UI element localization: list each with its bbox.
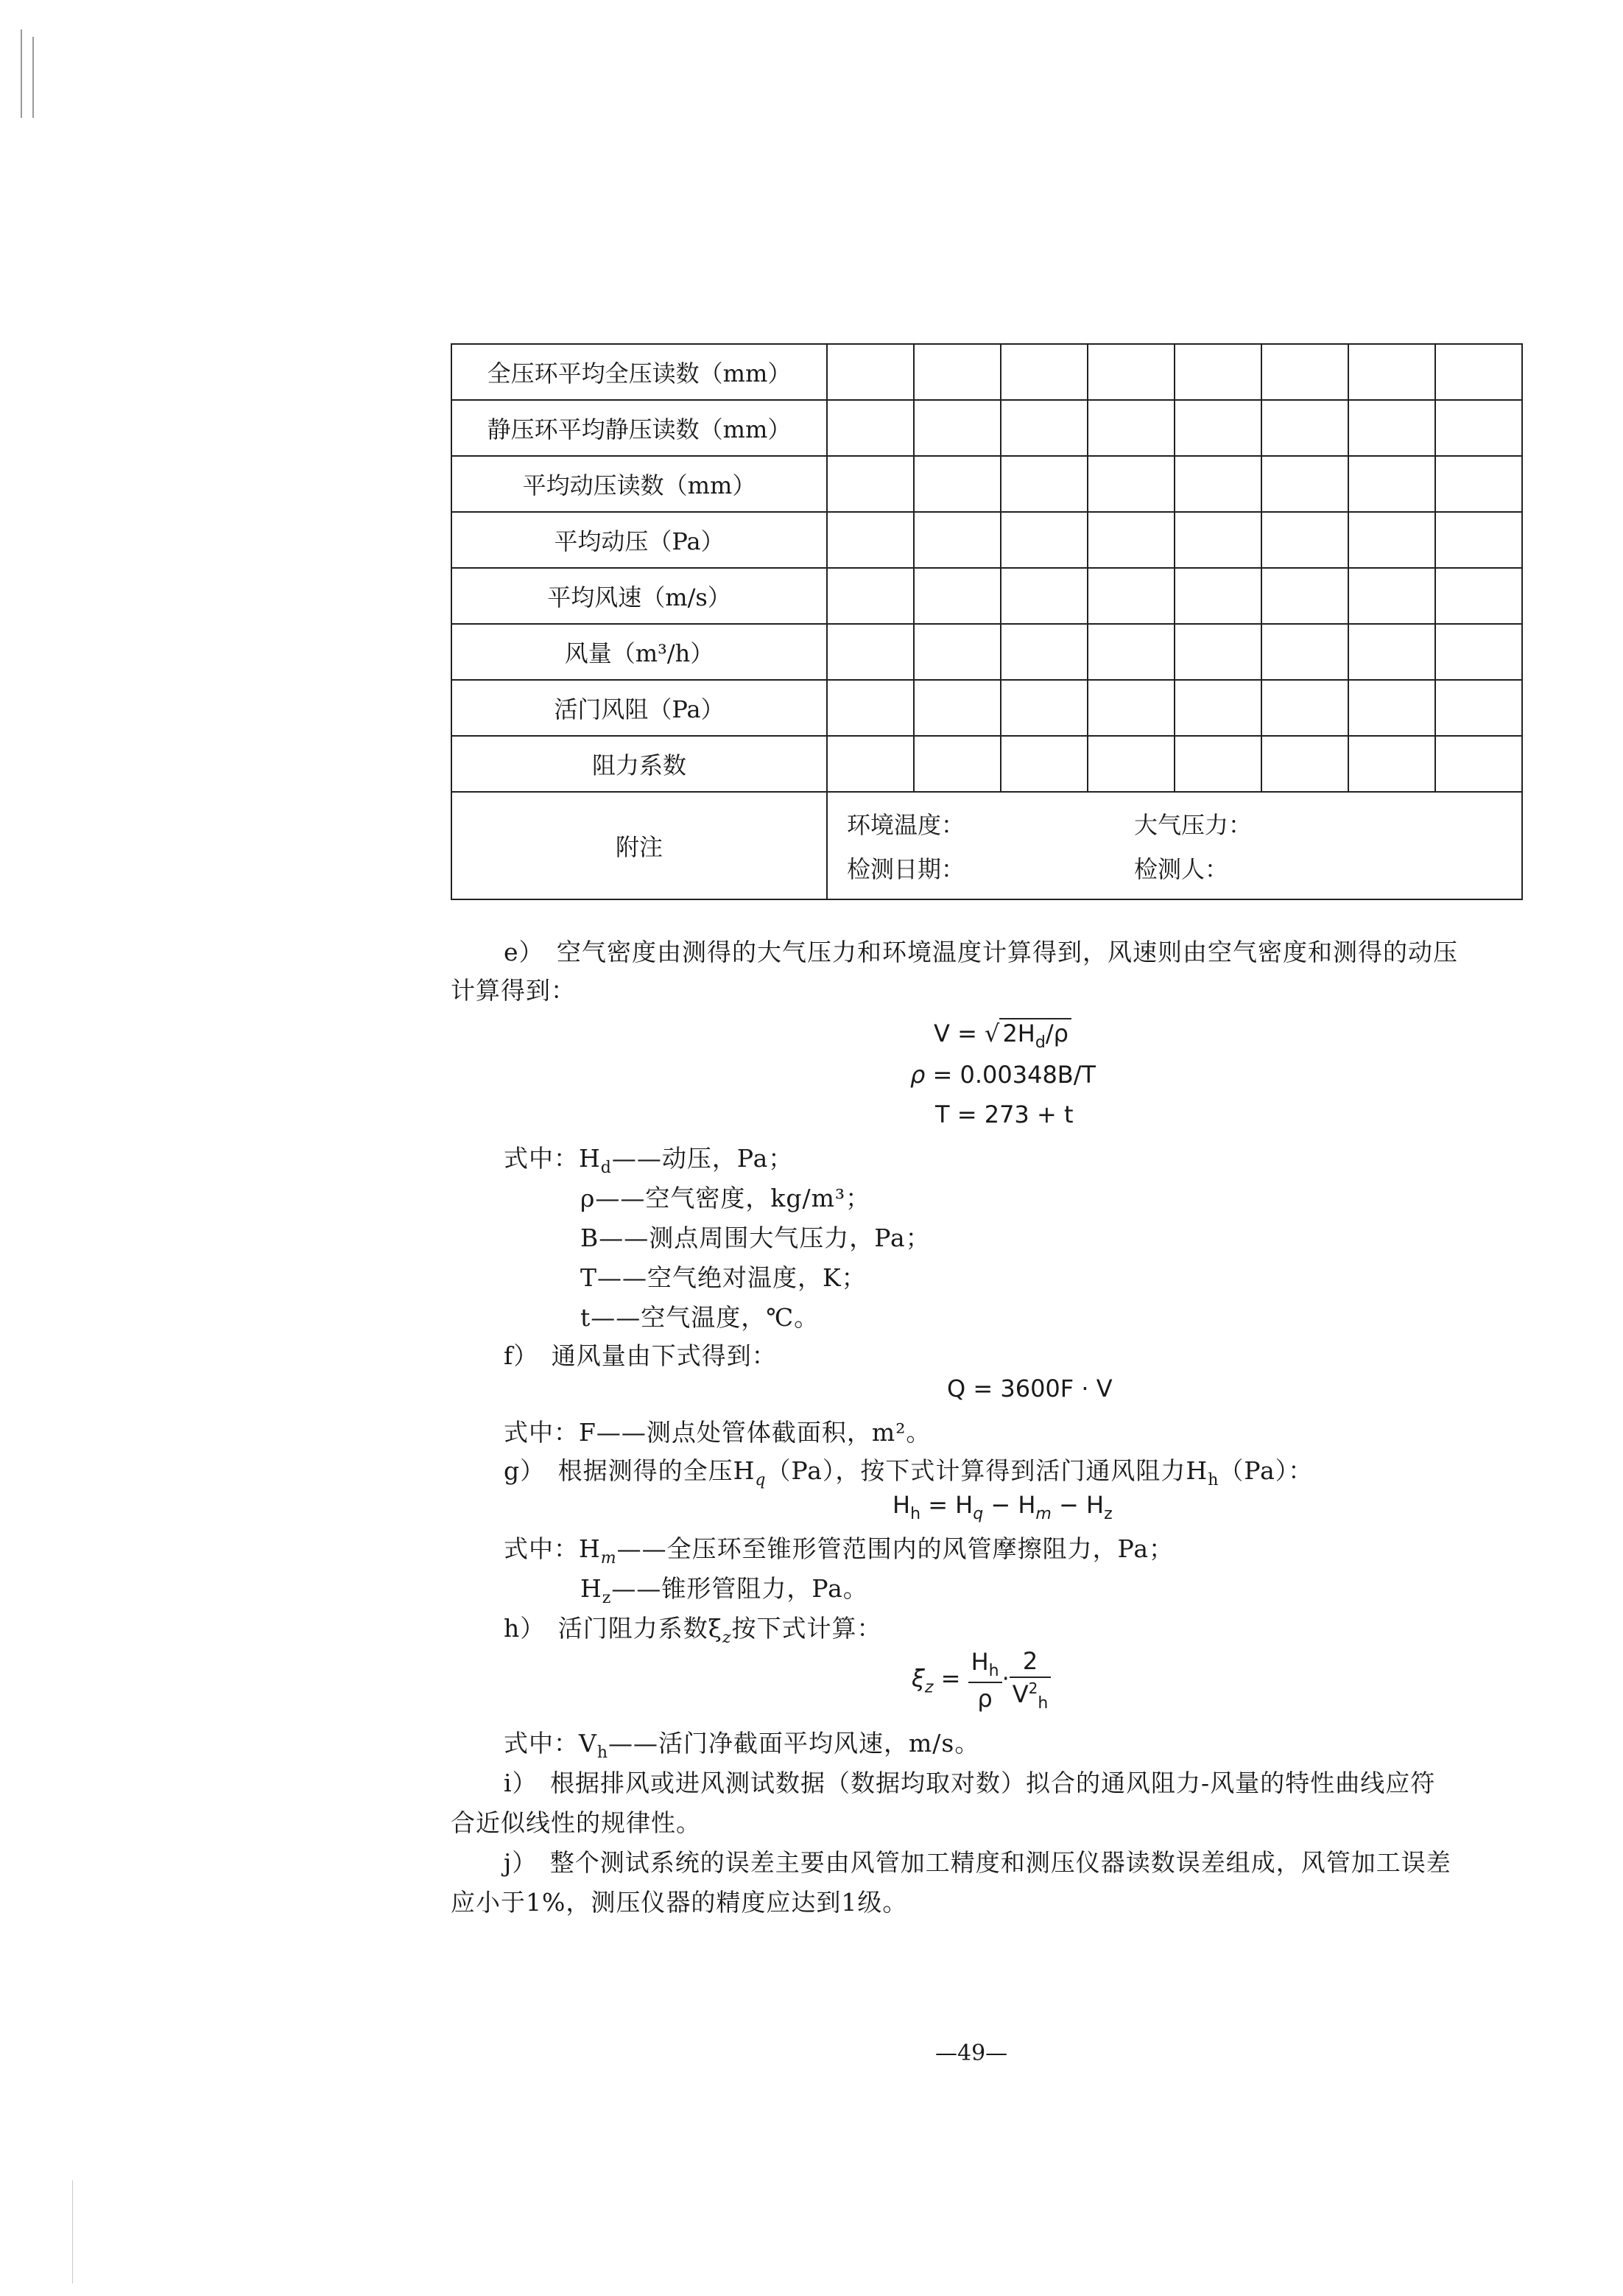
sqrt-symbol: √: [985, 1019, 1000, 1047]
formula-valve-resistance: [893, 1491, 1113, 1523]
paragraph-e-line1: e） 空气密度由测得的大气压力和环境温度计算得到，风速则由空气密度和测得的动压: [504, 938, 1459, 966]
data-cell: [1348, 344, 1435, 400]
data-cell: [827, 344, 914, 400]
data-cell: [827, 736, 914, 792]
data-cell: [1261, 344, 1348, 400]
data-cell: [914, 736, 1001, 792]
data-cell: [1088, 680, 1175, 736]
data-cell: [827, 456, 914, 512]
subscript: m: [600, 1549, 617, 1567]
row-label: 活门风阻（Pa）: [451, 680, 827, 736]
data-cell: [1348, 736, 1435, 792]
table-row: [451, 624, 1522, 680]
data-cell: [1435, 456, 1522, 512]
formula-subscript: m: [1035, 1505, 1052, 1523]
multiply-dot: ·: [1001, 1664, 1010, 1693]
data-cell: [1435, 512, 1522, 568]
where-f: 式中：F——测点处管体截面积，m²。: [504, 1418, 932, 1447]
note-test-date: 检测日期：: [847, 855, 965, 883]
data-cell: [1175, 512, 1261, 568]
paragraph-e-line2: 计算得到：: [451, 976, 576, 1005]
row-label: 静压环平均静压读数（mm）: [451, 400, 827, 456]
row-label: 全压环平均全压读数（mm）: [451, 344, 827, 400]
formula-text: /ρ: [1045, 1019, 1068, 1047]
text: g） 根据测得的全压H: [504, 1456, 756, 1485]
paragraph-j-line2: 应小于1%，测压仪器的精度应达到1级。: [451, 1888, 908, 1917]
data-cell: [1435, 680, 1522, 736]
text: （Pa），按下式计算得到活门通风阻力H: [766, 1456, 1208, 1485]
data-cell: [1261, 400, 1348, 456]
note-body: [827, 792, 1522, 899]
data-cell: [1348, 624, 1435, 680]
data-cell: [1348, 512, 1435, 568]
data-cell: [1088, 568, 1175, 624]
data-cell: [914, 680, 1001, 736]
row-label: 平均风速（m/s）: [451, 568, 827, 624]
data-cell: [1261, 736, 1348, 792]
data-cell: [914, 568, 1001, 624]
text: h） 活门阻力系数ξ: [504, 1614, 722, 1643]
formula-symbol: ρ: [910, 1061, 926, 1089]
subscript: z: [602, 1589, 612, 1607]
numerator: H: [971, 1647, 989, 1676]
data-cell: [1001, 344, 1088, 400]
data-cell: [1175, 624, 1261, 680]
subscript: q: [755, 1471, 767, 1489]
data-cell: [1001, 512, 1088, 568]
data-cell: [1348, 400, 1435, 456]
data-cell: [914, 624, 1001, 680]
paragraph-f-line1: f） 通风量由下式得到：: [504, 1341, 777, 1370]
formula-text: = 0.00348B/T: [925, 1061, 1096, 1089]
data-cell: [1175, 344, 1261, 400]
subscript: h: [1038, 1694, 1049, 1713]
fraction-hh-rho: [968, 1648, 1002, 1713]
data-cell: [1175, 568, 1261, 624]
scan-edge-mark: [32, 37, 34, 118]
formula-subscript: h: [910, 1505, 921, 1523]
note-env-temp: 环境温度：: [847, 811, 965, 839]
formula-velocity: [934, 1019, 1071, 1052]
scan-edge-mark: [21, 29, 22, 118]
row-label: 平均动压读数（mm）: [451, 456, 827, 512]
table-row: [451, 344, 1522, 400]
data-cell: [1001, 680, 1088, 736]
denominator: V: [1012, 1680, 1029, 1708]
data-cell: [1001, 736, 1088, 792]
subscript: h: [1208, 1471, 1219, 1489]
data-cell: [1435, 736, 1522, 792]
where-e-5: t——空气温度，℃。: [580, 1303, 820, 1332]
symbol: H: [580, 1574, 602, 1603]
table-row: [451, 736, 1522, 792]
page-number: —49—: [935, 2040, 1008, 2066]
formula-subscript: d: [1035, 1033, 1046, 1052]
data-cell: [1001, 624, 1088, 680]
table-row: [451, 512, 1522, 568]
formula-subscript: z: [1104, 1505, 1113, 1523]
formula-resistance-coefficient: [912, 1647, 1051, 1713]
data-cell: [827, 680, 914, 736]
data-cell: [1435, 344, 1522, 400]
data-cell: [827, 568, 914, 624]
where-prefix: 式中：: [504, 1534, 579, 1563]
data-cell: [1261, 680, 1348, 736]
definition: ——动压，Pa；: [611, 1144, 794, 1173]
data-cell: [1261, 624, 1348, 680]
definition: ——锥形管阻力，Pa。: [611, 1574, 868, 1603]
formula-text: H: [893, 1491, 911, 1519]
formula-text: = H: [920, 1491, 974, 1519]
text: （Pa）：: [1219, 1456, 1314, 1485]
note-label: 附注: [451, 792, 827, 899]
data-cell: [1348, 568, 1435, 624]
where-e-3: B——测点周围大气压力，Pa；: [580, 1224, 931, 1252]
formula-density: [910, 1061, 1096, 1089]
note-atm-pressure: 大气压力：: [1134, 811, 1253, 839]
data-cell: [1001, 400, 1088, 456]
data-cell: [1261, 456, 1348, 512]
data-cell: [1435, 568, 1522, 624]
data-cell: [1435, 400, 1522, 456]
sqrt-radicand: [999, 1018, 1071, 1052]
data-cell: [1088, 400, 1175, 456]
data-cell: [1175, 400, 1261, 456]
denominator: ρ: [977, 1684, 993, 1713]
formula-airflow: Q = 3600F · V: [947, 1375, 1113, 1402]
data-cell: [1088, 456, 1175, 512]
table-row: [451, 568, 1522, 624]
data-cell: [1348, 456, 1435, 512]
data-cell: [1001, 568, 1088, 624]
data-cell: [1261, 568, 1348, 624]
row-label: 阻力系数: [451, 736, 827, 792]
formula-text: 2H: [1002, 1019, 1035, 1047]
data-cell: [827, 624, 914, 680]
formula-subscript: z: [924, 1678, 934, 1697]
subscript: h: [596, 1744, 609, 1762]
data-cell: [1348, 680, 1435, 736]
table-row: [451, 400, 1522, 456]
formula-text: =: [933, 1664, 968, 1693]
formula-text: T = 273 + t: [935, 1100, 1074, 1128]
data-cell: [1175, 736, 1261, 792]
definition: ——全压环至锥形管范围内的风管摩擦阻力，Pa；: [616, 1534, 1175, 1563]
text: 按下式计算：: [731, 1614, 882, 1643]
formula-temperature: [935, 1100, 1073, 1128]
row-label: 风量（m³/h）: [451, 624, 827, 680]
data-cell: [1435, 624, 1522, 680]
test-record-table: [451, 343, 1523, 900]
where-prefix: 式中：: [504, 1144, 579, 1173]
text: 式中：V: [504, 1729, 597, 1758]
formula-text: V =: [934, 1019, 985, 1047]
data-cell: [914, 512, 1001, 568]
data-cell: [914, 456, 1001, 512]
subscript: d: [600, 1159, 612, 1177]
formula-subscript: q: [973, 1505, 984, 1523]
note-tester: 检测人：: [1134, 855, 1229, 883]
where-e-4: T——空气绝对温度，K；: [580, 1263, 867, 1292]
where-e-2: ρ——空气密度，kg/m³；: [580, 1184, 871, 1212]
numerator: 2: [1010, 1647, 1052, 1678]
symbol: H: [579, 1534, 601, 1563]
paragraph-i-line2: 合近似线性的规律性。: [451, 1808, 701, 1837]
table-row: [451, 680, 1522, 736]
definition: ——活门净截面平均风速，m/s。: [608, 1729, 980, 1758]
subscript: h: [988, 1661, 999, 1680]
table-row-notes: [451, 792, 1522, 899]
formula-text: − H: [983, 1491, 1036, 1519]
data-cell: [914, 400, 1001, 456]
paragraph-j-line1: j） 整个测试系统的误差主要由风管加工精度和测压仪器读数误差组成，风管加工误差: [504, 1848, 1451, 1877]
subscript: z: [722, 1629, 732, 1647]
scan-edge-mark: [72, 2180, 73, 2283]
table-row: [451, 456, 1522, 512]
data-cell: [1175, 680, 1261, 736]
data-cell: [1088, 736, 1175, 792]
data-cell: [1175, 456, 1261, 512]
data-cell: [1088, 512, 1175, 568]
row-label: 平均动压（Pa）: [451, 512, 827, 568]
superscript: 2: [1028, 1679, 1038, 1697]
data-cell: [827, 512, 914, 568]
data-cell: [1001, 456, 1088, 512]
data-cell: [1261, 512, 1348, 568]
paragraph-i-line1: i） 根据排风或进风测试数据（数据均取对数）拟合的通风阻力-风量的特性曲线应符: [504, 1769, 1436, 1797]
data-cell: [1088, 344, 1175, 400]
fraction-2-vh2: [1010, 1647, 1052, 1713]
data-cell: [827, 400, 914, 456]
data-cell: [1088, 624, 1175, 680]
symbol: H: [579, 1144, 601, 1173]
paragraph-h-line1: [504, 1610, 882, 1657]
data-cell: [914, 344, 1001, 400]
formula-symbol: ξ: [912, 1664, 925, 1693]
formula-text: − H: [1051, 1491, 1105, 1519]
